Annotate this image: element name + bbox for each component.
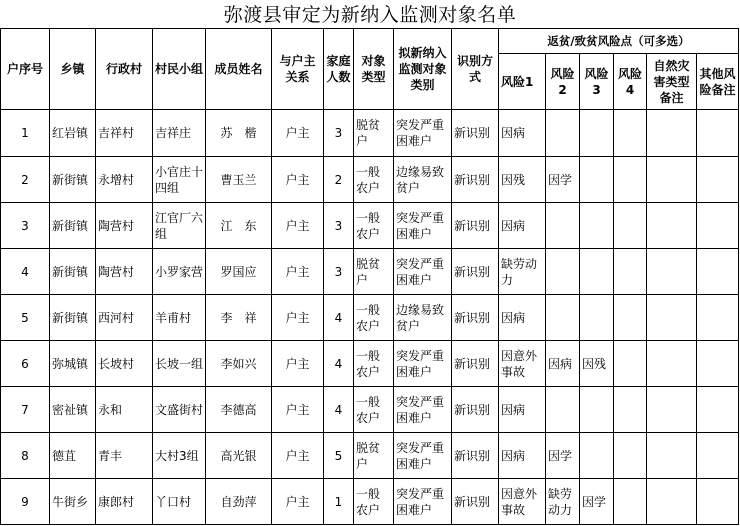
cell-natural-disaster [647,249,697,295]
cell-member-name: 高光银 [206,433,272,479]
cell-member-name: 李德高 [206,387,272,433]
cell-object-type: 一般农户 [354,387,394,433]
header-relation: 与户主关系 [272,29,324,110]
cell-risk1: 因病 [499,295,546,341]
cell-group: 文盛街村 [153,387,206,433]
cell-village: 西河村 [96,295,153,341]
cell-family-size: 3 [324,249,354,295]
cell-village: 青丰 [96,433,153,479]
cell-object-type: 一般农户 [354,157,394,203]
cell-family-size: 3 [324,203,354,249]
cell-town: 红岩镇 [50,110,96,157]
cell-row-no: 9 [1,479,50,525]
table-row [1,387,739,433]
header-natural-disaster: 自然灾害类型备注 [647,54,697,110]
cell-risk3 [580,110,614,157]
cell-risk3 [580,203,614,249]
cell-relation: 户主 [272,341,324,387]
cell-relation: 户主 [272,479,324,525]
cell-group: 长坡一组 [153,341,206,387]
cell-town: 新街镇 [50,203,96,249]
cell-family-size: 2 [324,157,354,203]
cell-risk4 [614,341,647,387]
cell-row-no: 7 [1,387,50,433]
cell-method: 新识别 [452,203,499,249]
cell-category: 突发严重困难户 [394,249,452,295]
page-title: 弥渡县审定为新纳入监测对象名单 [223,4,517,26]
table-row [1,433,739,479]
cell-town: 新街镇 [50,249,96,295]
cell-risk1: 因病 [499,433,546,479]
table-row [1,249,739,295]
cell-natural-disaster [647,479,697,525]
cell-object-type: 一般农户 [354,203,394,249]
cell-risk1: 因意外事故 [499,341,546,387]
header-risk4: 风险4 [614,54,647,110]
cell-town: 新街镇 [50,295,96,341]
cell-town: 新街镇 [50,157,96,203]
cell-village: 吉祥村 [96,110,153,157]
cell-other-risk [697,249,739,295]
cell-row-no: 2 [1,157,50,203]
cell-village: 永和 [96,387,153,433]
header-identify-method: 识别方式 [452,29,499,110]
cell-other-risk [697,110,739,157]
header-admin-village: 行政村 [96,29,153,110]
cell-risk3 [580,295,614,341]
cell-method: 新识别 [452,387,499,433]
cell-member-name: 江 东 [206,203,272,249]
cell-risk4 [614,433,647,479]
cell-family-size: 3 [324,110,354,157]
cell-other-risk [697,341,739,387]
cell-natural-disaster [647,203,697,249]
cell-risk2 [546,387,580,433]
cell-member-name: 曹玉兰 [206,157,272,203]
cell-risk2 [546,295,580,341]
cell-risk4 [614,295,647,341]
cell-row-no: 1 [1,110,50,157]
cell-risk3: 因学 [580,479,614,525]
cell-town: 牛街乡 [50,479,96,525]
cell-village: 永增村 [96,157,153,203]
table-row [1,295,739,341]
cell-other-risk [697,387,739,433]
header-proposed-category: 拟新纳入监测对象类别 [394,29,452,110]
cell-row-no: 3 [1,203,50,249]
cell-row-no: 8 [1,433,50,479]
cell-row-no: 5 [1,295,50,341]
cell-risk1: 因病 [499,387,546,433]
cell-other-risk [697,295,739,341]
cell-natural-disaster [647,157,697,203]
cell-member-name: 李如兴 [206,341,272,387]
cell-risk4 [614,203,647,249]
cell-risk2 [546,110,580,157]
cell-risk3 [580,249,614,295]
cell-town: 密祉镇 [50,387,96,433]
cell-method: 新识别 [452,157,499,203]
cell-village: 长坡村 [96,341,153,387]
cell-risk3 [580,433,614,479]
cell-member-name: 李 祥 [206,295,272,341]
header-other-risk: 其他风险备注 [697,54,739,110]
cell-group: 小官庄十四组 [153,157,206,203]
header-risk2: 风险2 [546,54,580,110]
cell-risk4 [614,110,647,157]
cell-group: 羊甫村 [153,295,206,341]
cell-row-no: 4 [1,249,50,295]
cell-natural-disaster [647,433,697,479]
cell-risk2: 缺劳动力 [546,479,580,525]
cell-risk2: 因病 [546,341,580,387]
header-risk-group: 返贫/致贫风险点（可多选） [499,29,739,54]
cell-family-size: 1 [324,479,354,525]
cell-group: 大村3组 [153,433,206,479]
cell-village: 康郎村 [96,479,153,525]
cell-member-name: 自劲萍 [206,479,272,525]
cell-family-size: 4 [324,387,354,433]
cell-natural-disaster [647,341,697,387]
header-family-size: 家庭人数 [324,29,354,110]
cell-risk2 [546,203,580,249]
header-town: 乡镇 [50,29,96,110]
cell-town: 德苴 [50,433,96,479]
cell-natural-disaster [647,295,697,341]
cell-risk1: 因病 [499,203,546,249]
cell-risk3 [580,157,614,203]
cell-relation: 户主 [272,110,324,157]
table-row [1,157,739,203]
cell-method: 新识别 [452,433,499,479]
cell-family-size: 4 [324,295,354,341]
cell-relation: 户主 [272,157,324,203]
cell-category: 突发严重困难户 [394,110,452,157]
cell-category: 突发严重困难户 [394,433,452,479]
cell-category: 突发严重困难户 [394,387,452,433]
header-member-name: 成员姓名 [206,29,272,110]
cell-row-no: 6 [1,341,50,387]
cell-family-size: 4 [324,341,354,387]
cell-member-name: 罗国应 [206,249,272,295]
header-row-no: 户序号 [1,29,50,110]
header-row-1 [1,29,739,54]
cell-other-risk [697,479,739,525]
cell-relation: 户主 [272,203,324,249]
table-row [1,110,739,157]
cell-relation: 户主 [272,295,324,341]
cell-risk3 [580,387,614,433]
cell-risk4 [614,479,647,525]
cell-category: 边缘易致贫户 [394,295,452,341]
cell-object-type: 脱贫户 [354,110,394,157]
monitoring-list-table [0,28,739,525]
cell-group: 丫口村 [153,479,206,525]
cell-natural-disaster [647,387,697,433]
cell-category: 突发严重困难户 [394,341,452,387]
cell-other-risk [697,157,739,203]
header-object-type: 对象类型 [354,29,394,110]
cell-town: 弥城镇 [50,341,96,387]
cell-risk2: 因学 [546,157,580,203]
cell-method: 新识别 [452,249,499,295]
cell-risk2 [546,249,580,295]
cell-member-name: 苏 楷 [206,110,272,157]
cell-relation: 户主 [272,249,324,295]
table-row [1,203,739,249]
header-risk3: 风险3 [580,54,614,110]
cell-group: 吉祥庄 [153,110,206,157]
cell-object-type: 脱贫户 [354,249,394,295]
cell-risk3: 因残 [580,341,614,387]
cell-risk4 [614,157,647,203]
cell-risk4 [614,249,647,295]
header-risk1: 风险1 [499,54,546,110]
cell-object-type: 一般农户 [354,479,394,525]
cell-village: 陶营村 [96,203,153,249]
cell-family-size: 5 [324,433,354,479]
cell-object-type: 脱贫户 [354,433,394,479]
cell-risk1: 因病 [499,110,546,157]
cell-group: 江官厂六组 [153,203,206,249]
cell-other-risk [697,433,739,479]
cell-risk4 [614,387,647,433]
cell-risk1: 缺劳动力 [499,249,546,295]
cell-category: 边缘易致贫户 [394,157,452,203]
cell-other-risk [697,203,739,249]
cell-relation: 户主 [272,433,324,479]
cell-natural-disaster [647,110,697,157]
cell-group: 小罗家营 [153,249,206,295]
table-row [1,479,739,525]
cell-risk2: 因学 [546,433,580,479]
cell-method: 新识别 [452,110,499,157]
cell-village: 陶营村 [96,249,153,295]
cell-category: 突发严重困难户 [394,203,452,249]
cell-risk1: 因残 [499,157,546,203]
cell-object-type: 一般农户 [354,295,394,341]
cell-method: 新识别 [452,341,499,387]
cell-method: 新识别 [452,479,499,525]
cell-risk1: 因意外事故 [499,479,546,525]
cell-category: 突发严重困难户 [394,479,452,525]
cell-method: 新识别 [452,295,499,341]
cell-relation: 户主 [272,387,324,433]
table-row [1,341,739,387]
cell-object-type: 一般农户 [354,341,394,387]
header-group: 村民小组 [153,29,206,110]
